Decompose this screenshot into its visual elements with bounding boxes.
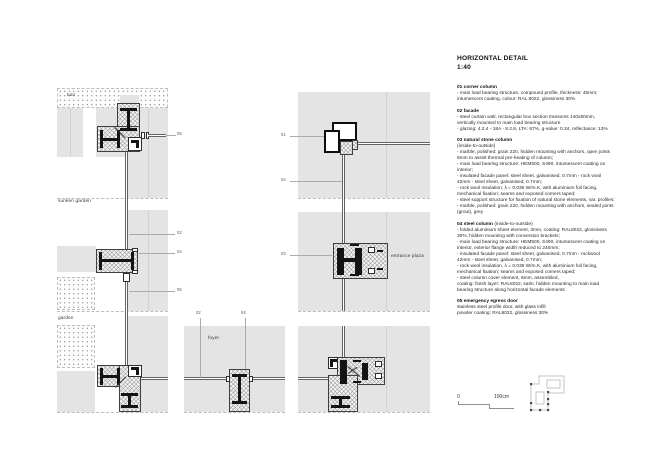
scale-max-label: 100cm xyxy=(494,394,510,400)
area-label-foyer: foyer xyxy=(208,336,220,341)
note-line: - steel support structure for fixation of natural stone elements, var. profiles; xyxy=(457,198,615,204)
facade-line-vertical xyxy=(342,279,345,311)
panel-joint-line xyxy=(148,210,149,311)
note-section xyxy=(457,299,649,317)
egress-door-leaf xyxy=(148,134,166,137)
note-line: - main load bearing structure: HEM500, S490, intumescent coating on xyxy=(457,162,606,168)
steel-beam-web xyxy=(344,258,355,262)
note-line: - main load bearing structure, compound profile, thickness: 45mm; xyxy=(457,91,598,96)
scale-bar-line xyxy=(458,404,490,405)
steel-beam-flange xyxy=(340,360,347,384)
note-line: powder coating: RAL8022, glossiness 30% xyxy=(457,311,549,317)
note-line: - rock wool insulation, λ = 0.035 W/m.K, with aluminium foil facing, xyxy=(457,263,598,269)
callout-04: 04 xyxy=(241,310,246,315)
area-label-tuin: tuin xyxy=(67,93,76,98)
key-plan-court xyxy=(547,380,560,388)
panel-joint-line xyxy=(70,108,71,157)
title-scale: 1:40 xyxy=(457,63,471,71)
note-line: (inside-to-outside) xyxy=(457,144,496,150)
gray-panel xyxy=(298,92,430,198)
leader-line xyxy=(129,291,175,292)
key-plan-court xyxy=(536,392,544,404)
callout-03: 03 xyxy=(281,250,286,256)
title-line: HORIZONTAL DETAIL xyxy=(457,55,529,62)
steel-beam-flange xyxy=(331,405,350,408)
scale-bar-line xyxy=(489,408,514,409)
leader-line xyxy=(245,318,246,369)
gray-panel xyxy=(57,371,95,412)
note-line: - glazing: 4.2.4 - 18A - 8.2.8, LTA: 67%, g-value: 0.34, reflectance: 13% xyxy=(457,126,608,132)
dashed-break-line xyxy=(298,311,430,312)
sheet-title xyxy=(457,55,528,72)
panel-joint-line xyxy=(148,108,149,198)
facade-line-horizontal xyxy=(356,142,430,145)
corner-angle-profile xyxy=(330,359,333,367)
note-line: - folded aluminium sheet element, 3mm, coating: RAL8022, glossiness xyxy=(457,227,607,233)
callout-02: 02 xyxy=(177,229,182,235)
note-line: stainless steel profile door, with glass infill xyxy=(457,305,546,311)
corner-angle-profile xyxy=(136,140,139,148)
corner-angle-profile xyxy=(136,367,139,375)
note-section xyxy=(457,222,649,294)
callout-05: 05 xyxy=(177,286,182,292)
note-section xyxy=(457,85,649,103)
mounting-bracket xyxy=(132,248,138,252)
support-profile xyxy=(350,244,359,246)
leader-line xyxy=(290,136,324,137)
stipple-area-sunken-garden xyxy=(57,277,95,310)
dashed-break-line xyxy=(298,412,430,413)
steel-beam-web xyxy=(103,138,117,141)
mounting-bracket xyxy=(226,376,230,382)
dashed-break-line xyxy=(57,412,168,413)
steel-beam-web xyxy=(127,111,130,129)
note-line: - insulated facade panel: steel sheet, galvanised, 0.7mm - rock wool xyxy=(457,174,602,180)
stipple-area-garden xyxy=(57,325,95,368)
facade-line-vertical xyxy=(125,152,128,250)
note-line: interior; xyxy=(457,168,473,174)
area-label-garden: garden xyxy=(58,316,74,321)
steel-beam-flange xyxy=(362,363,368,380)
steel-beam-web xyxy=(128,396,131,405)
note-heading: 04 steel column (inside-to-outside) xyxy=(457,221,533,227)
note-section xyxy=(457,109,649,133)
cover-element xyxy=(123,273,130,282)
gray-panel xyxy=(57,246,96,272)
note-line: intumescent coating, colour: RAL 8022, glossiness 30% xyxy=(457,97,576,102)
callout-02: 02 xyxy=(196,310,201,315)
dashed-break-line xyxy=(298,198,430,199)
note-line: - rock wool insulation, λ = 0.035 W/m.K, with aluminium foil facing, xyxy=(457,186,598,192)
dashed-break-line xyxy=(184,412,285,413)
note-heading: 01 corner column xyxy=(457,85,497,90)
facade-line-vertical xyxy=(342,326,345,357)
panel-joint-line xyxy=(386,92,387,198)
key-plan-detail-markers xyxy=(530,383,549,411)
note-line: mechanical fixation; seams and exposed corners taped; xyxy=(457,192,576,198)
note-line: - steel curtain wall, rectangular box section transoms 140x80mm, xyxy=(457,114,596,120)
door-frame-profile xyxy=(141,132,145,139)
support-profile xyxy=(377,268,383,270)
mounting-bracket xyxy=(132,270,138,274)
steel-beam-flange xyxy=(121,405,138,408)
note-heading: 05 emergency egress door xyxy=(457,299,518,305)
callout-02: 02 xyxy=(281,176,286,182)
facade-line-vertical xyxy=(125,271,128,365)
note-line: - main load bearing structure: HEM500, S490, intumescent coating on xyxy=(457,239,606,245)
corner-column-profile xyxy=(324,130,340,153)
note-line: (grout), grey xyxy=(457,210,484,216)
note-line: interior, exterior flange width reduced to 240mm; xyxy=(457,245,560,251)
note-line: mechanical fixation; seams and exposed corners taped; xyxy=(457,269,576,275)
note-line: bearing structure along horizontal facade elements xyxy=(457,287,565,293)
scale-zero-label: 0 xyxy=(457,394,460,400)
stone-anchor xyxy=(368,247,375,253)
support-profile xyxy=(353,381,361,383)
facade-line-horizontal xyxy=(250,377,285,380)
leader-line xyxy=(290,181,342,182)
leader-line xyxy=(139,253,175,254)
callout-01: 01 xyxy=(281,131,286,137)
support-profile xyxy=(377,250,383,252)
leader-line xyxy=(166,135,176,136)
note-line: 42mm - steel sheet, galvanised, 0.7mm; xyxy=(457,257,543,263)
note-line: 42mm - steel sheet, galvanised, 0.7mm; xyxy=(457,180,543,186)
note-line: coating: finish layer: RAL8022, satin; hidden mounting to main load xyxy=(457,281,600,287)
support-profile xyxy=(353,360,361,362)
stone-anchor xyxy=(368,268,375,274)
steel-beam-web xyxy=(102,259,131,262)
note-section xyxy=(457,138,649,216)
area-label-sunken-garden: sunken garden xyxy=(58,199,92,204)
stone-anchor xyxy=(375,361,382,367)
note-line: - marble, polished: grain 220, hidden mounting with anchors, sealed joints xyxy=(457,204,614,210)
note-line: vertically mounted to main load bearing structure xyxy=(457,120,561,126)
facade-line-vertical xyxy=(342,155,345,243)
stone-anchor xyxy=(375,373,382,379)
steel-beam-web xyxy=(238,377,241,401)
callout-05: 05 xyxy=(177,130,182,136)
steel-beam-flange xyxy=(355,248,362,275)
support-profile xyxy=(350,274,359,276)
note-line: - marble, polished: grain 220, hidden mounting with anchors, open joints xyxy=(457,150,611,156)
steel-beam-web xyxy=(103,375,117,378)
steel-beam-flange xyxy=(232,401,247,404)
note-line: - steel column cover element, 6mm, assembled, xyxy=(457,275,559,281)
steel-beam-flange xyxy=(337,248,344,275)
dashed-break-line xyxy=(57,311,168,312)
annotation-notes xyxy=(457,85,649,323)
insulation-hatch xyxy=(352,140,358,150)
note-line: 30%; hidden mounting with conversion brackets; xyxy=(457,233,560,239)
note-heading: 02 facade xyxy=(457,108,479,114)
note-line: - insulated facade panel: steel sheet, galvanised, 0.7mm - rockwool xyxy=(457,251,600,257)
key-plan xyxy=(527,371,567,413)
leader-line xyxy=(200,318,201,378)
facade-line-horizontal xyxy=(140,377,168,380)
callout-04: 04 xyxy=(177,248,182,254)
area-label-entrance-plaza: entrance plaza xyxy=(391,254,424,259)
steel-beam-flange xyxy=(131,252,134,270)
mounting-bracket xyxy=(249,376,253,382)
panel-joint-line xyxy=(386,326,387,412)
steel-beam-flange xyxy=(120,128,137,131)
note-line: 8mm to assist thermal pre-heating of column; xyxy=(457,156,553,162)
leader-line xyxy=(290,255,332,256)
facade-line-horizontal xyxy=(184,377,229,380)
note-heading: 03 natural stone column xyxy=(457,138,513,144)
leader-line xyxy=(129,234,175,235)
facade-line-horizontal xyxy=(298,377,329,380)
